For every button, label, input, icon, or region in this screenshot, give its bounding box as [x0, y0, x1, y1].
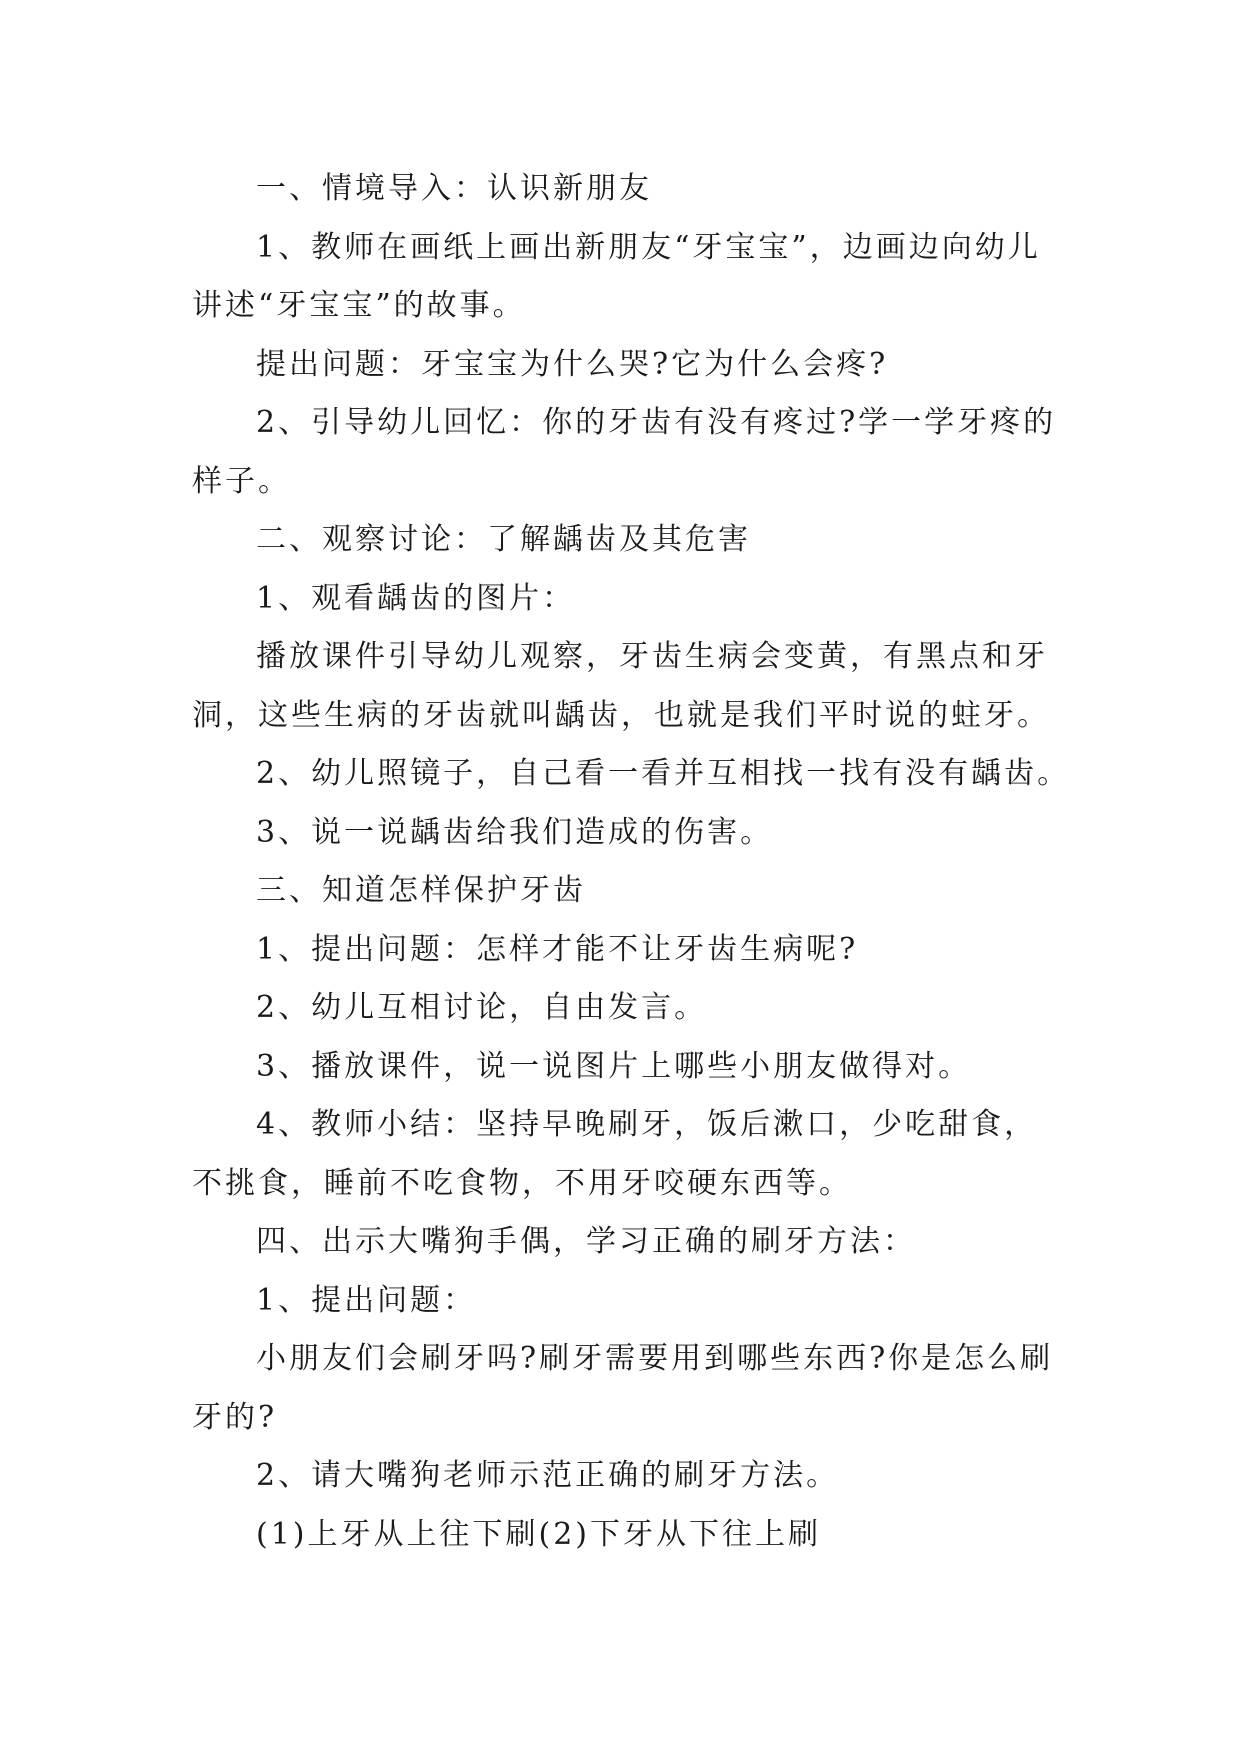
paragraph-line: 洞，这些生病的牙齿就叫龋齿，也就是我们平时说的蛀牙。: [192, 697, 1050, 733]
paragraph-line: 播放课件引导幼儿观察，牙齿生病会变黄，有黑点和牙: [256, 639, 1048, 674]
section-heading-3: 三、知道怎样保护牙齿: [256, 873, 586, 908]
section-heading-4: 四、出示大嘴狗手偶，学习正确的刷牙方法：: [256, 1224, 916, 1259]
paragraph-line: 3、播放课件，说一说图片上哪些小朋友做得对。: [256, 1048, 972, 1084]
paragraph-line: 2、幼儿照镜子，自己看一看并互相找一找有没有龋齿。: [256, 756, 1071, 791]
paragraph-line: (1)上牙从上往下刷(2)下牙从下往上刷: [256, 1516, 821, 1552]
section-heading-1: 一、情境导入：认识新朋友: [256, 171, 652, 206]
document-body: [192, 160, 1092, 1564]
paragraph-line: 2、幼儿互相讨论，自由发言。: [256, 990, 708, 1025]
paragraph-line: 1、观看龋齿的图片：: [256, 580, 576, 616]
section-heading-2: 二、观察讨论：了解龋齿及其危害: [256, 522, 751, 557]
paragraph-line: 小朋友们会刷牙吗?刷牙需要用到哪些东西?你是怎么刷: [256, 1341, 1054, 1376]
paragraph-line: 2、引导幼儿回忆：你的牙齿有没有疼过?学一学牙疼的: [256, 405, 1057, 440]
paragraph-line: 牙的?: [192, 1399, 278, 1435]
paragraph-line: 2、请大嘴狗老师示范正确的刷牙方法。: [256, 1458, 840, 1493]
paragraph-line: 1、教师在画纸上画出新朋友“牙宝宝”，边画边向幼儿: [256, 229, 1041, 265]
paragraph-line: 不挑食，睡前不吃食物，不用牙咬硬东西等。: [192, 1165, 852, 1201]
paragraph-line: 1、提出问题：怎样才能不让牙齿生病呢?: [256, 931, 859, 967]
paragraph-line: 讲述“牙宝宝”的故事。: [192, 288, 526, 323]
paragraph-line: 1、提出问题：: [256, 1282, 477, 1318]
paragraph-line: 3、说一说龋齿给我们造成的伤害。: [256, 814, 774, 850]
paragraph-line: 提出问题：牙宝宝为什么哭?它为什么会疼?: [256, 346, 889, 382]
paragraph-line: 4、教师小结：坚持早晚刷牙，饭后漱口，少吃甜食，: [256, 1107, 1038, 1142]
paragraph-line: 样子。: [192, 463, 291, 499]
